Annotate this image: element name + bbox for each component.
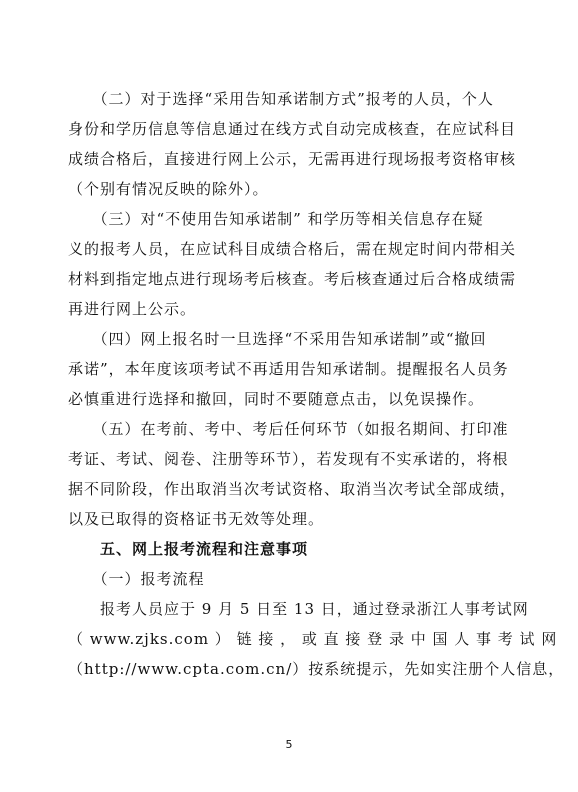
paragraph-line: 据不同阶段，作出取消当次考试资格、取消当次考试全部成绩，	[68, 480, 517, 498]
paragraph-line: （三）对“不使用告知承诺制” 和学历等相关信息存在疑	[68, 210, 484, 228]
paragraph-line: 必慎重进行选择和撤回，同时不要随意点击，以免误操作。	[68, 390, 485, 408]
paragraph-item-4	[68, 324, 514, 414]
paragraph-item-5	[68, 414, 517, 534]
paragraph-line: 承诺”，本年度该项考试不再适用告知承诺制。提醒报名人员务	[68, 360, 509, 378]
paragraph-line: （五）在考前、考中、考后任何环节（如报名期间、打印准	[68, 420, 509, 438]
paragraph-line: 报考人员应于 9 月 5 日至 13 日，通过登录浙江人事考试网	[68, 600, 529, 618]
paragraph-registration	[68, 594, 565, 684]
paragraph-line: （二）对于选择“采用告知承诺制方式”报考的人员，个人	[68, 90, 494, 108]
paragraph-line: （ www.zjks.com ） 链 接 ， 或 直 接 登 录 中 国 人 事 考 试 网	[68, 630, 558, 648]
paragraph-line: 材料到指定地点进行现场考后核查。考后核查通过后合格成绩需	[68, 270, 517, 288]
paragraph-item-3	[68, 204, 517, 324]
paragraph-line: （四）网上报名时一旦选择“不采用告知承诺制”或“撤回	[68, 330, 487, 348]
paragraph-line: 成绩合格后，直接进行网上公示，无需再进行现场报考资格审核	[68, 150, 517, 168]
subheading: （一）报考流程	[68, 570, 205, 588]
paragraph-line: 义的报考人员，在应试科目成绩合格后，需在规定时间内带相关	[68, 240, 517, 258]
paragraph-line: 再进行网上公示。	[68, 300, 197, 318]
paragraph-line: 考证、考试、阅卷、注册等环节），若发现有不实承诺的，将根	[68, 450, 509, 468]
paragraph-line: 身份和学历信息等信息通过在线方式自动完成核查，在应试科目	[68, 120, 517, 138]
paragraph-line: （个别有情况反映的除外）。	[68, 180, 269, 198]
paragraph-item-2	[68, 84, 517, 204]
paragraph-line: （http://www.cpta.com.cn/）按系统提示，先如实注册个人信息，	[68, 660, 565, 678]
section-heading: 五、网上报考流程和注意事项	[68, 540, 309, 558]
subheading-block	[68, 564, 514, 594]
page-number: 5	[285, 738, 293, 751]
paragraph-line: 以及已取得的资格证书无效等处理。	[68, 510, 325, 528]
document-body	[68, 84, 565, 684]
